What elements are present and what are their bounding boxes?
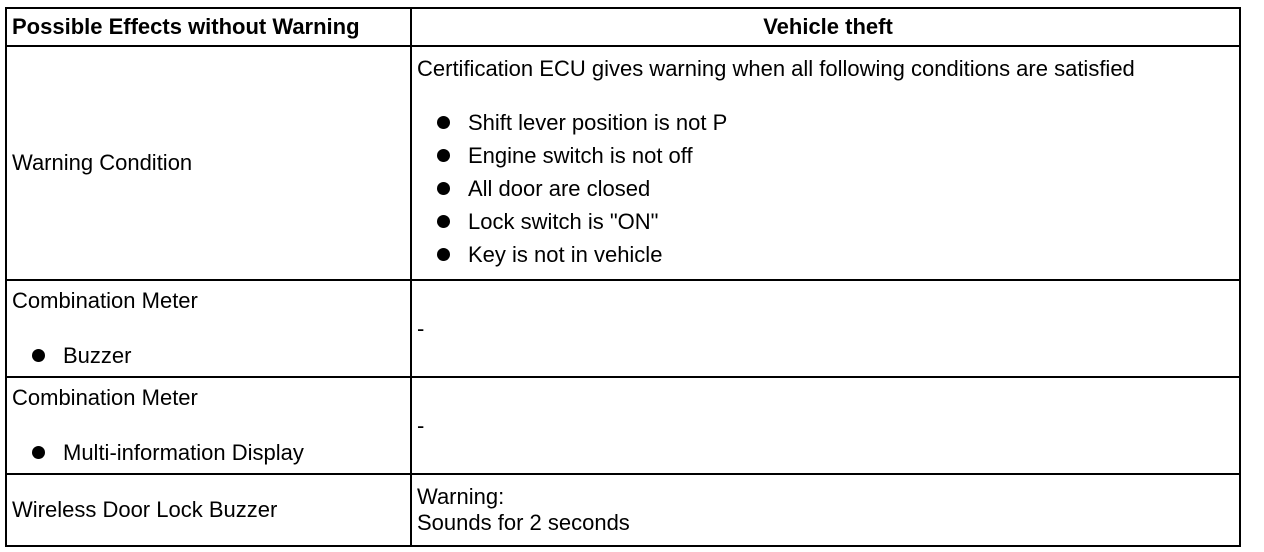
header-row [6, 8, 1240, 46]
condition-text: Engine switch is not off [468, 143, 693, 168]
list-item [437, 172, 1239, 205]
header-vehicle-theft: Vehicle theft [411, 8, 1240, 46]
table-row [6, 46, 1240, 280]
list-item [32, 343, 410, 369]
row-label-wireless-door-lock-buzzer: Wireless Door Lock Buzzer [6, 474, 411, 546]
list-item [437, 238, 1239, 271]
row-label-combination-meter-display [6, 377, 411, 474]
condition-text: Lock switch is "ON" [468, 209, 659, 234]
buzzer-value-cell: - [411, 280, 1240, 377]
sub-item-list [12, 343, 410, 369]
condition-intro: Certification ECU gives warning when all following conditions are satisfied [417, 56, 1135, 81]
bullet-icon [32, 349, 45, 362]
condition-text: All door are closed [468, 176, 651, 201]
condition-text: Shift lever position is not P [468, 110, 728, 135]
row-label-title: Combination Meter [12, 385, 198, 410]
header-possible-effects: Possible Effects without Warning [6, 8, 411, 46]
sub-item-list [12, 440, 410, 466]
bullet-icon [32, 446, 45, 459]
sub-item-text: Buzzer [63, 343, 132, 368]
list-item [437, 139, 1239, 172]
row-label-title: Combination Meter [12, 288, 198, 313]
bullet-icon [437, 149, 450, 162]
display-value-cell: - [411, 377, 1240, 474]
wireless-buzzer-value-cell [411, 474, 1240, 546]
condition-text: Key is not in vehicle [468, 242, 663, 267]
bullet-icon [437, 116, 450, 129]
sub-item-text: Multi-information Display [63, 440, 304, 465]
table-row [6, 280, 1240, 377]
list-item [32, 440, 410, 466]
table-row [6, 377, 1240, 474]
list-item [437, 106, 1239, 139]
value-line: Warning: [417, 484, 505, 509]
bullet-icon [437, 215, 450, 228]
warning-effects-table [5, 7, 1241, 547]
condition-list [417, 106, 1239, 271]
value-line: Sounds for 2 seconds [417, 510, 630, 535]
list-item [437, 205, 1239, 238]
warning-condition-cell [411, 46, 1240, 280]
table-row [6, 474, 1240, 546]
bullet-icon [437, 248, 450, 261]
row-label-warning-condition: Warning Condition [6, 46, 411, 280]
row-label-combination-meter-buzzer [6, 280, 411, 377]
bullet-icon [437, 182, 450, 195]
